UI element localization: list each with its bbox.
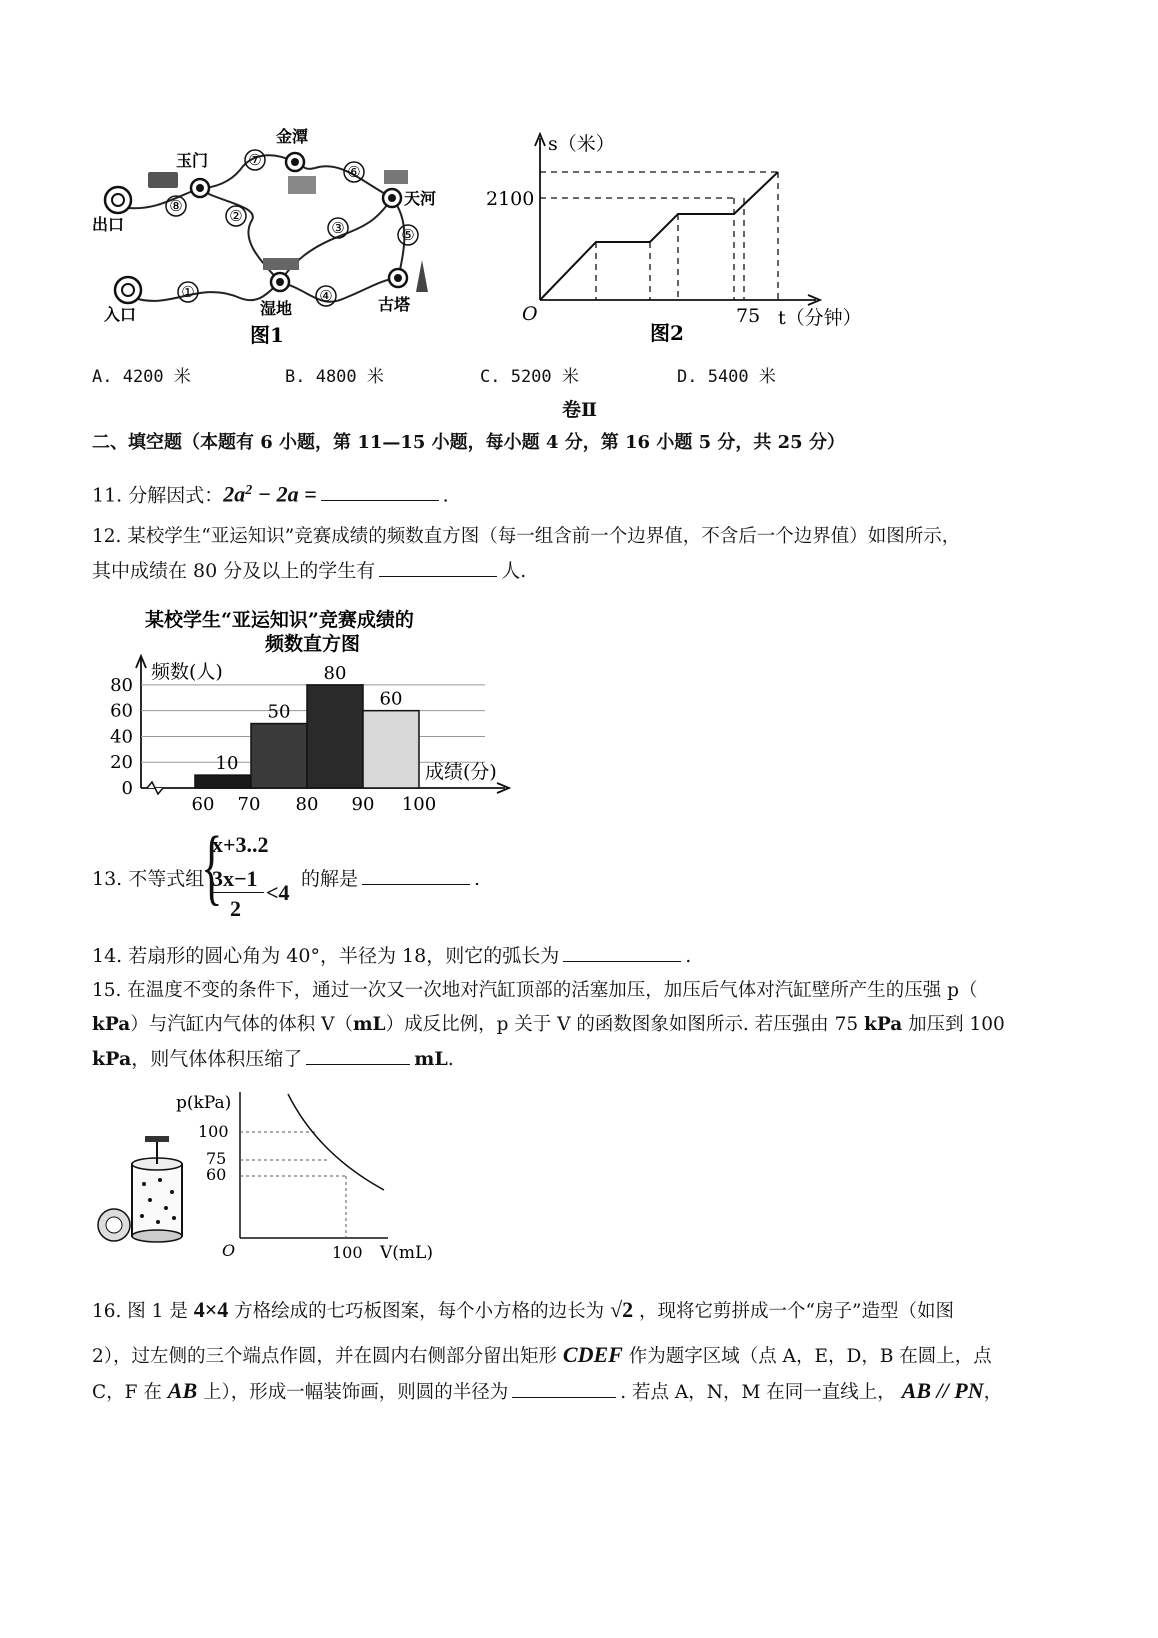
hist-value-label: 60 bbox=[379, 688, 403, 710]
q10-option-b: B. 4800 米 bbox=[285, 367, 384, 387]
hist-bar bbox=[251, 724, 307, 788]
hist-ytick-label: 40 bbox=[110, 726, 133, 748]
q16-line1: 16. 图 1 是 4×4 方格绘成的七巧板图案，每个小方格的边长为 √2 ，现将它剪拼成一个“房子”造型（如图 bbox=[92, 1297, 954, 1322]
hist-bar bbox=[195, 775, 251, 788]
hist-bar bbox=[307, 685, 363, 788]
q16-cell-length: √2 bbox=[610, 1297, 634, 1322]
hist-bar bbox=[363, 711, 419, 788]
route-label-4: ④ bbox=[319, 287, 333, 305]
section-heading: 二、填空题（本题有 6 小题，第 11—15 小题，每小题 4 分，第 16 小题 5 分，共 25 分） bbox=[92, 432, 845, 453]
q13-suffix-text: 的解是 bbox=[301, 868, 359, 890]
route-label-7: ⑦ bbox=[248, 151, 262, 169]
q13-prefix: 13. 不等式组 bbox=[92, 868, 205, 890]
hist-ytick-label: 80 bbox=[110, 674, 133, 696]
jintan-picture-icon bbox=[288, 176, 316, 194]
hist-xlabel: 成绩(分) bbox=[425, 761, 497, 783]
q15-unit-kpa: kPa bbox=[92, 1014, 131, 1035]
q10-option-a: A. 4200 米 bbox=[92, 367, 191, 387]
q14-text: 14. 若扇形的圆心角为 40°，半径为 18，则它的弧长为 bbox=[92, 945, 560, 967]
shidi-picture-icon bbox=[263, 258, 299, 270]
hist-value-label: 10 bbox=[215, 753, 239, 775]
route-label-2: ② bbox=[229, 207, 243, 225]
hist-axis-break bbox=[147, 782, 163, 794]
route-label-3: ③ bbox=[331, 219, 345, 237]
distance-time-graph bbox=[480, 120, 880, 350]
q13-fraction-bar bbox=[212, 892, 264, 893]
route-label-8: ⑧ bbox=[169, 197, 183, 215]
pressure-volume-graph bbox=[88, 1080, 448, 1270]
route-map-figure bbox=[80, 120, 480, 350]
q16-grid-size: 4×4 bbox=[193, 1297, 229, 1322]
q13-answer-blank bbox=[362, 866, 470, 885]
fig2-caption: 图2 bbox=[650, 321, 684, 345]
q13-ineq1: x+3..2 bbox=[212, 832, 269, 857]
histogram-title-line1: 某校学生“亚运知识”竞赛成绩的 bbox=[145, 609, 414, 631]
node-yumen-label: 玉门 bbox=[176, 151, 209, 170]
hist-value-label: 80 bbox=[323, 662, 347, 684]
q12-line1: 12. 某校学生“亚运知识”竞赛成绩的频数直方图（每一组含前一个边界值，不含后一个边界值）如图所示， bbox=[92, 526, 961, 547]
hist-ytick-label: 20 bbox=[110, 752, 133, 774]
pv-xtick-100: 100 bbox=[332, 1243, 363, 1262]
pv-origin: O bbox=[222, 1241, 236, 1260]
question-11 bbox=[92, 478, 449, 508]
q13-denominator: 2 bbox=[230, 896, 241, 921]
route-path-1 bbox=[135, 282, 280, 301]
route-label-1: ① bbox=[181, 283, 195, 301]
q11-expr-b: − 2a = bbox=[252, 481, 317, 507]
fig2-xtick-75: 75 bbox=[736, 305, 761, 327]
frequency-histogram bbox=[85, 598, 525, 816]
pv-ytick-60: 60 bbox=[206, 1165, 227, 1184]
q15-answer-blank bbox=[306, 1046, 410, 1065]
q13-brace: { bbox=[201, 819, 223, 915]
hist-xtick-label: 100 bbox=[401, 794, 437, 815]
fig2-ytick-2100: 2100 bbox=[486, 188, 535, 210]
q16-line3: C，F 在 AB 上），形成一幅装饰画，则圆的半径为 . 若点 A，N，M 在同一直线上， AB // PN， bbox=[92, 1378, 1003, 1403]
hist-value-label: 50 bbox=[267, 701, 291, 723]
guta-picture-icon bbox=[416, 260, 428, 292]
q13-relation: <4 bbox=[266, 880, 290, 905]
hist-xtick-label: 90 bbox=[351, 794, 375, 815]
volume-title: 卷Ⅱ bbox=[562, 399, 598, 421]
q10-option-d: D. 5400 米 bbox=[677, 367, 776, 387]
q15-line1: 15. 在温度不变的条件下，通过一次又一次地对汽缸顶部的活塞加压，加压后气体对汽缸壁所产生的压强 p（ bbox=[92, 980, 978, 1001]
q11-answer-blank bbox=[321, 482, 439, 501]
fig2-origin: O bbox=[522, 303, 538, 325]
pv-ylabel: p(kPa) bbox=[176, 1093, 232, 1113]
node-guta-label: 古塔 bbox=[378, 295, 411, 314]
node-exit-label: 出口 bbox=[92, 215, 125, 234]
histogram-title-line2: 频数直方图 bbox=[265, 633, 361, 655]
q13-suffix bbox=[301, 866, 480, 892]
pv-ytick-100: 100 bbox=[198, 1122, 229, 1141]
q12-line2-text: 其中成绩在 80 分及以上的学生有 bbox=[92, 560, 376, 582]
q11-expr-a: 2a bbox=[223, 481, 246, 507]
route-label-6: ⑥ bbox=[347, 163, 361, 181]
hist-ytick-label: 0 bbox=[121, 778, 133, 799]
q12-answer-blank bbox=[379, 558, 497, 577]
yumen-picture-icon bbox=[148, 172, 178, 188]
q13-numerator: 3x−1 bbox=[212, 866, 258, 891]
tianhe-picture-icon bbox=[384, 170, 408, 184]
hist-xtick-label: 80 bbox=[295, 794, 319, 815]
hist-xtick-label: 70 bbox=[237, 794, 261, 815]
q16-parallel-condition: AB // PN bbox=[901, 1378, 984, 1403]
q12-line2 bbox=[92, 558, 526, 584]
node-shidi-label: 湿地 bbox=[260, 299, 293, 318]
node-entrance-label: 入口 bbox=[104, 305, 137, 324]
distance-line bbox=[540, 172, 778, 300]
question-14 bbox=[92, 943, 691, 969]
node-tianhe-label: 天河 bbox=[404, 189, 437, 208]
q15-unit-ml: mL bbox=[352, 1014, 386, 1035]
q16-rectangle-name: CDEF bbox=[562, 1342, 623, 1367]
q12-line2-end: 人. bbox=[501, 560, 527, 582]
q11-end: . bbox=[442, 484, 449, 507]
fig1-caption: 图1 bbox=[250, 323, 284, 347]
route-path-8 bbox=[128, 188, 200, 208]
hist-ylabel: 频数(人) bbox=[151, 661, 223, 683]
hist-ytick-label: 60 bbox=[110, 700, 133, 722]
q10-option-c: C. 5200 米 bbox=[480, 367, 579, 387]
fig2-ylabel: s（米） bbox=[548, 133, 615, 155]
q16-answer-blank bbox=[512, 1379, 616, 1398]
pv-xlabel: V(mL) bbox=[380, 1243, 433, 1263]
q15-line2: kPa）与汽缸内气体的体积 V（mL）成反比例，p 关于 V 的函数图象如图所示. 若压强由 75 kPa 加压到 100 bbox=[92, 1014, 1005, 1035]
q14-answer-blank bbox=[563, 943, 681, 962]
fig2-xlabel: t（分钟） bbox=[778, 307, 862, 329]
q11-exponent: 2 bbox=[245, 483, 253, 498]
q14-end: . bbox=[685, 945, 692, 967]
hist-xtick-label: 60 bbox=[191, 794, 215, 815]
q11-text: 11. 分解因式： bbox=[92, 484, 224, 507]
node-jintan-label: 金潭 bbox=[276, 127, 309, 146]
route-label-5: ⑤ bbox=[401, 226, 415, 244]
q13-end: . bbox=[474, 868, 481, 890]
q15-line3: kPa，则气体体积压缩了 mL. bbox=[92, 1048, 454, 1070]
cylinder-picture bbox=[98, 1136, 182, 1242]
q16-line2: 2），过左侧的三个端点作圆，并在圆内右侧部分留出矩形 CDEF 作为题字区域（点 A，E，D，B 在圆上，点 bbox=[92, 1342, 992, 1367]
pv-ytick-75: 75 bbox=[206, 1149, 227, 1168]
